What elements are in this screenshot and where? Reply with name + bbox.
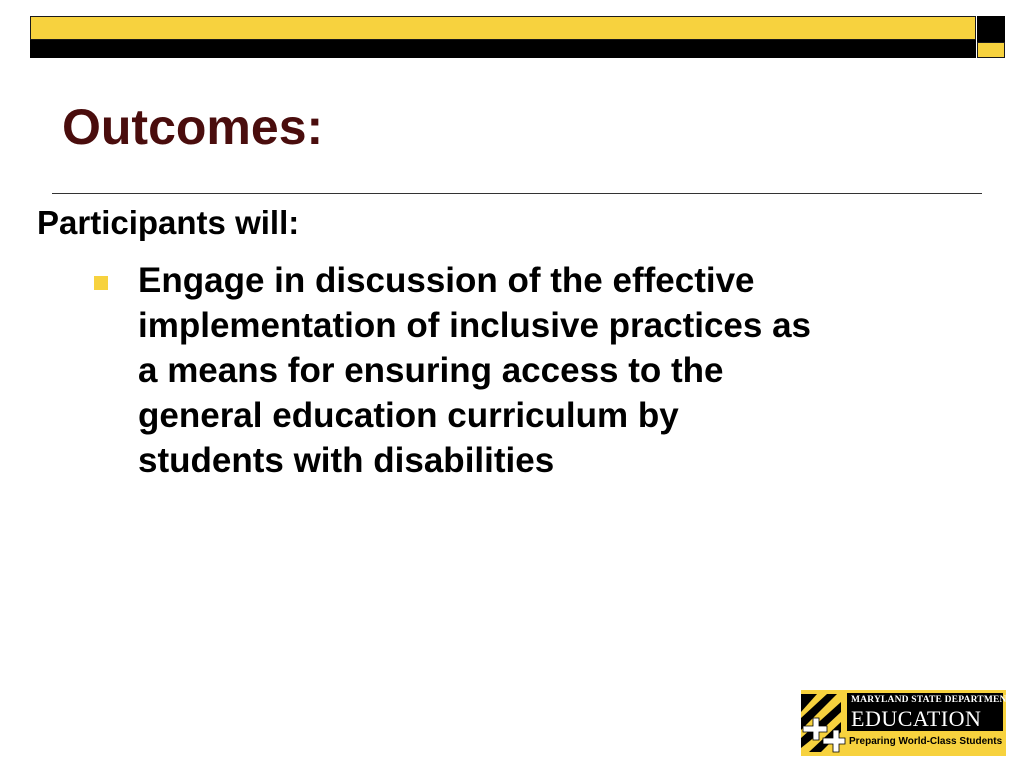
msde-logo [801, 690, 1029, 756]
top-decorative-bar [30, 16, 1006, 58]
top-bar-yellow-band [30, 16, 976, 40]
logo-word: EDUCATION [851, 706, 982, 731]
title-divider [52, 193, 982, 194]
bullet-item [90, 258, 970, 483]
bullet-list [90, 258, 970, 483]
logo-org-name: MARYLAND STATE DEPARTMENT OF [851, 695, 1029, 705]
top-bar-yellow-square [977, 42, 1005, 58]
maryland-flag-icon [801, 690, 845, 756]
bullet-line: Engage in discussion of the effective [138, 261, 755, 300]
logo-tagline: Preparing World-Class Students [849, 736, 1003, 747]
lead-text: Participants will: [37, 204, 300, 241]
square-bullet-icon [94, 276, 108, 290]
logo-title-block [847, 693, 1029, 731]
top-bar-black-square [977, 16, 1005, 42]
bullet-line: general education curriculum by [138, 396, 679, 435]
bullet-line: students with disabilities [138, 441, 555, 480]
slide-title: Outcomes: [62, 99, 324, 155]
top-bar-black-band [30, 40, 976, 58]
bullet-line: implementation of inclusive practices as [138, 306, 811, 345]
bullet-line: a means for ensuring access to the [138, 351, 724, 390]
